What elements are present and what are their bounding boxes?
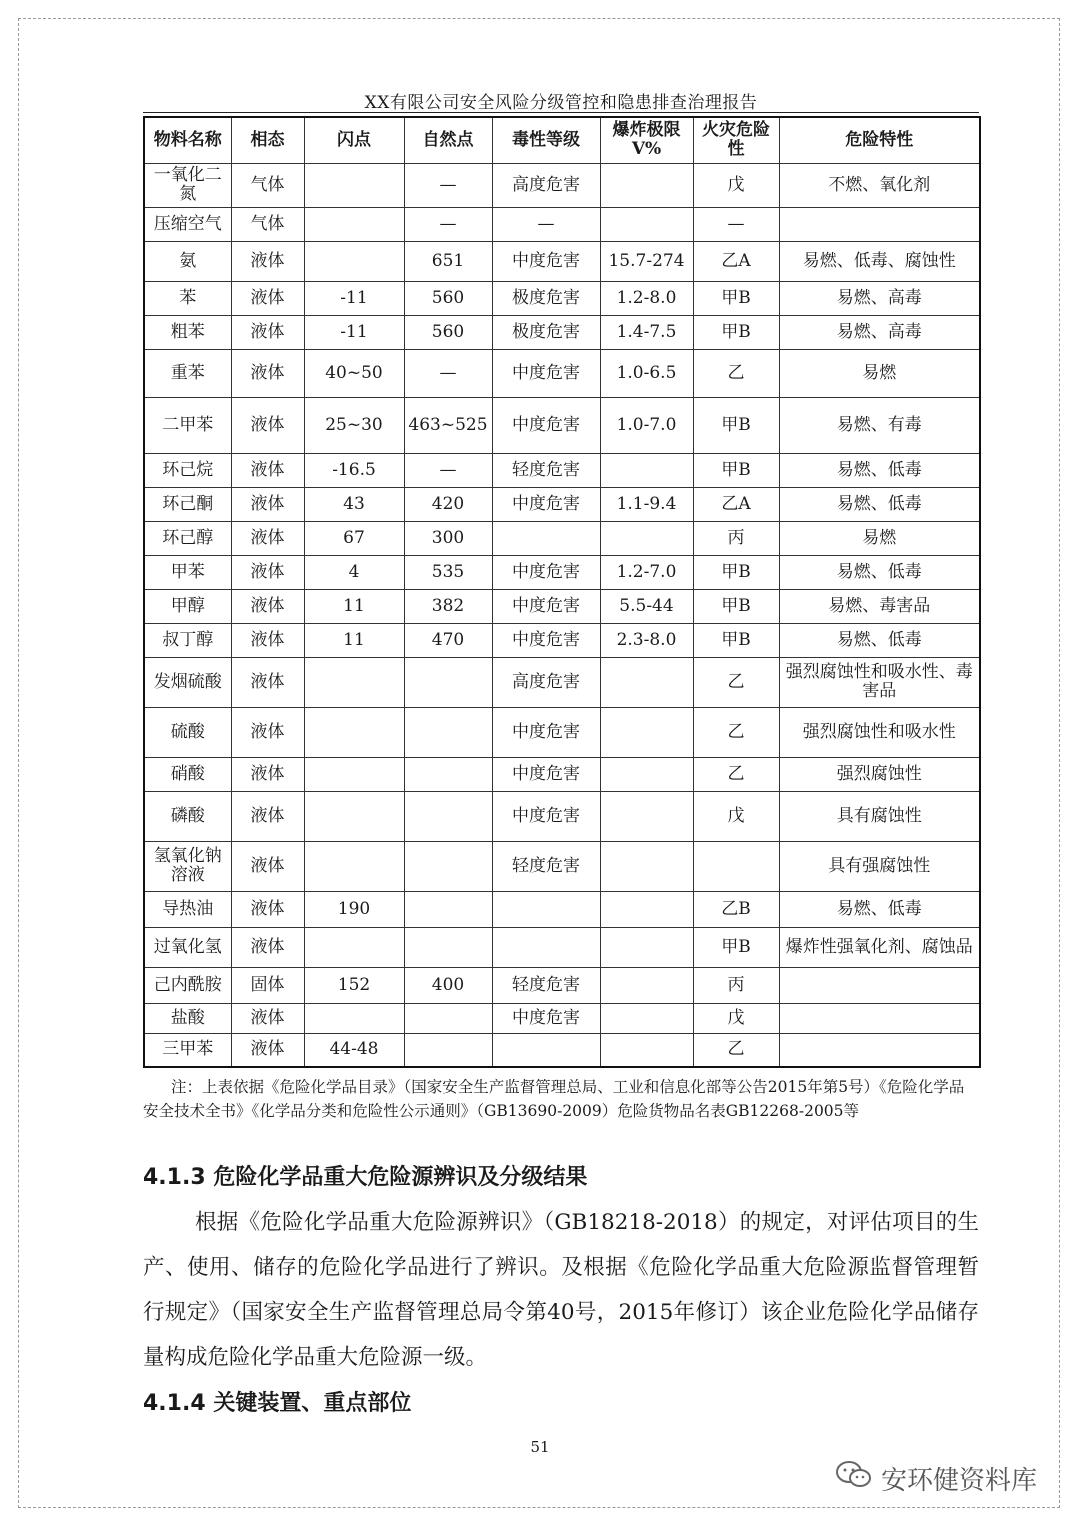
cell-name: 三甲苯: [144, 1033, 231, 1067]
cell-fire-hazard: 戊: [693, 163, 779, 207]
cell-phase: 液体: [231, 589, 304, 623]
cell-hazard-properties: 易燃、低毒: [779, 453, 980, 487]
cell-flash-point: 11: [304, 589, 404, 623]
cell-autoignition: 463~525: [404, 397, 492, 453]
chemicals-table: [143, 116, 981, 1068]
cell-name: 过氧化氢: [144, 927, 231, 967]
cell-autoignition: [404, 841, 492, 891]
cell-fire-hazard: 乙B: [693, 891, 779, 927]
cell-explosion-limit: 1.0-7.0: [600, 397, 693, 453]
cell-flash-point: [304, 841, 404, 891]
cell-hazard-properties: 不燃、氧化剂: [779, 163, 980, 207]
cell-explosion-limit: 15.7-274: [600, 241, 693, 281]
cell-explosion-limit: 1.0-6.5: [600, 349, 693, 397]
cell-phase: 液体: [231, 891, 304, 927]
table-row: [144, 207, 980, 241]
cell-toxicity: 极度危害: [492, 281, 600, 315]
cell-flash-point: 190: [304, 891, 404, 927]
cell-name: 发烟硫酸: [144, 657, 231, 707]
cell-hazard-properties: 具有强腐蚀性: [779, 841, 980, 891]
cell-hazard-properties: [779, 1033, 980, 1067]
cell-flash-point: -11: [304, 281, 404, 315]
cell-phase: 液体: [231, 281, 304, 315]
cell-fire-hazard: —: [693, 207, 779, 241]
cell-phase: 气体: [231, 207, 304, 241]
cell-flash-point: [304, 927, 404, 967]
cell-name: 己内酰胺: [144, 967, 231, 1003]
cell-toxicity: [492, 891, 600, 927]
col-header-name: 物料名称: [144, 117, 231, 163]
cell-phase: 液体: [231, 657, 304, 707]
col-header-autoignition: 自然点: [404, 117, 492, 163]
cell-fire-hazard: 乙: [693, 349, 779, 397]
cell-fire-hazard: 甲B: [693, 589, 779, 623]
cell-flash-point: 40~50: [304, 349, 404, 397]
cell-autoignition: 420: [404, 487, 492, 521]
cell-name: 甲醇: [144, 589, 231, 623]
section-title: 关键装置、重点部位: [213, 1391, 412, 1416]
cell-flash-point: 44-48: [304, 1033, 404, 1067]
cell-phase: 液体: [231, 315, 304, 349]
cell-hazard-properties: 易燃、低毒: [779, 623, 980, 657]
cell-autoignition: —: [404, 349, 492, 397]
cell-name: 环己烷: [144, 453, 231, 487]
table-row: [144, 555, 980, 589]
cell-hazard-properties: 易燃、高毒: [779, 281, 980, 315]
cell-autoignition: [404, 657, 492, 707]
cell-flash-point: [304, 1003, 404, 1033]
cell-autoignition: 300: [404, 521, 492, 555]
cell-fire-hazard: 甲B: [693, 315, 779, 349]
cell-flash-point: -16.5: [304, 453, 404, 487]
cell-phase: 液体: [231, 521, 304, 555]
table-row: [144, 163, 980, 207]
cell-flash-point: 43: [304, 487, 404, 521]
section-heading-4-1-3: [143, 1160, 587, 1191]
cell-flash-point: 4: [304, 555, 404, 589]
col-header-phase: 相态: [231, 117, 304, 163]
cell-explosion-limit: 2.3-8.0: [600, 623, 693, 657]
cell-fire-hazard: 丙: [693, 967, 779, 1003]
cell-phase: 液体: [231, 487, 304, 521]
cell-toxicity: 极度危害: [492, 315, 600, 349]
cell-toxicity: [492, 1033, 600, 1067]
cell-toxicity: —: [492, 207, 600, 241]
cell-explosion-limit: [600, 841, 693, 891]
col-header-hazard-properties: 危险特性: [779, 117, 980, 163]
cell-hazard-properties: 具有腐蚀性: [779, 791, 980, 841]
cell-autoignition: 382: [404, 589, 492, 623]
cell-name: 二甲苯: [144, 397, 231, 453]
cell-flash-point: [304, 163, 404, 207]
table-row: [144, 397, 980, 453]
page-header-title: XX有限公司安全风险分级管控和隐患排查治理报告: [364, 93, 758, 113]
cell-hazard-properties: 易燃: [779, 521, 980, 555]
cell-hazard-properties: 强烈腐蚀性和吸水性: [779, 707, 980, 757]
cell-toxicity: 中度危害: [492, 397, 600, 453]
cell-name: 重苯: [144, 349, 231, 397]
cell-autoignition: [404, 891, 492, 927]
section-heading-4-1-4: [143, 1386, 411, 1417]
cell-hazard-properties: 易燃、有毒: [779, 397, 980, 453]
cell-fire-hazard: [693, 841, 779, 891]
cell-toxicity: 中度危害: [492, 1003, 600, 1033]
table-row: [144, 927, 980, 967]
cell-name: 硝酸: [144, 757, 231, 791]
body-paragraph: 根据《危险化学品重大危险源辨识》（GB18218-2018）的规定，对评估项目的生产、使用、储存的危险化学品进行了辨识。及根据《危险化学品重大危险源监督管理暂行规定》（国家安全生产监督管理总局令第40号，2015年修订）该企业危险化学品储存量构成危险化学品重大危险源一级。: [143, 1210, 979, 1370]
cell-name: 环己酮: [144, 487, 231, 521]
section-title: 危险化学品重大危险源辨识及分级结果: [213, 1165, 588, 1190]
cell-explosion-limit: [600, 521, 693, 555]
cell-fire-hazard: 乙A: [693, 241, 779, 281]
cell-phase: 液体: [231, 241, 304, 281]
table-row: [144, 757, 980, 791]
cell-hazard-properties: 易燃、毒害品: [779, 589, 980, 623]
cell-toxicity: 中度危害: [492, 241, 600, 281]
cell-name: 硫酸: [144, 707, 231, 757]
cell-phase: 液体: [231, 791, 304, 841]
cell-fire-hazard: 乙A: [693, 487, 779, 521]
cell-explosion-limit: [600, 891, 693, 927]
col-header-explosion-limit: 爆炸极限V%: [600, 117, 693, 163]
col-header-fire-hazard: 火灾危险性: [693, 117, 779, 163]
cell-explosion-limit: [600, 707, 693, 757]
cell-autoignition: —: [404, 163, 492, 207]
cell-toxicity: 中度危害: [492, 589, 600, 623]
table-row: [144, 657, 980, 707]
cell-toxicity: 中度危害: [492, 757, 600, 791]
cell-flash-point: [304, 791, 404, 841]
cell-fire-hazard: 乙: [693, 707, 779, 757]
table-row: [144, 453, 980, 487]
cell-flash-point: 152: [304, 967, 404, 1003]
cell-flash-point: [304, 207, 404, 241]
cell-toxicity: 中度危害: [492, 487, 600, 521]
cell-flash-point: 25~30: [304, 397, 404, 453]
cell-fire-hazard: 甲B: [693, 927, 779, 967]
table-row: [144, 791, 980, 841]
table-header-row: [144, 117, 980, 163]
cell-flash-point: 67: [304, 521, 404, 555]
cell-toxicity: [492, 927, 600, 967]
cell-phase: 液体: [231, 555, 304, 589]
cell-autoignition: 470: [404, 623, 492, 657]
table-row: [144, 349, 980, 397]
watermark: [835, 1460, 1037, 1497]
cell-autoignition: 400: [404, 967, 492, 1003]
table-row: [144, 1003, 980, 1033]
cell-name: 氨: [144, 241, 231, 281]
cell-toxicity: [492, 521, 600, 555]
cell-phase: 液体: [231, 757, 304, 791]
cell-explosion-limit: [600, 927, 693, 967]
cell-explosion-limit: [600, 453, 693, 487]
cell-explosion-limit: [600, 967, 693, 1003]
cell-toxicity: 轻度危害: [492, 453, 600, 487]
table-row: [144, 521, 980, 555]
cell-autoignition: 560: [404, 315, 492, 349]
cell-flash-point: -11: [304, 315, 404, 349]
table-row: [144, 967, 980, 1003]
cell-toxicity: 中度危害: [492, 349, 600, 397]
cell-phase: 液体: [231, 397, 304, 453]
cell-fire-hazard: 甲B: [693, 623, 779, 657]
cell-name: 甲苯: [144, 555, 231, 589]
cell-flash-point: [304, 757, 404, 791]
cell-name: 氢氧化钠溶液: [144, 841, 231, 891]
cell-flash-point: 11: [304, 623, 404, 657]
cell-phase: 液体: [231, 927, 304, 967]
cell-hazard-properties: [779, 1003, 980, 1033]
cell-hazard-properties: 易燃、低毒: [779, 487, 980, 521]
section-number: 4.1.3: [143, 1165, 206, 1190]
section-number: 4.1.4: [143, 1391, 206, 1416]
cell-hazard-properties: 易燃、低毒: [779, 891, 980, 927]
cell-toxicity: 轻度危害: [492, 967, 600, 1003]
cell-explosion-limit: [600, 757, 693, 791]
table-row: [144, 623, 980, 657]
cell-toxicity: 高度危害: [492, 163, 600, 207]
cell-toxicity: 中度危害: [492, 555, 600, 589]
cell-name: 一氧化二氮: [144, 163, 231, 207]
cell-phase: 液体: [231, 623, 304, 657]
cell-explosion-limit: 1.2-7.0: [600, 555, 693, 589]
cell-hazard-properties: 易燃: [779, 349, 980, 397]
cell-autoignition: [404, 757, 492, 791]
cell-fire-hazard: 乙: [693, 1033, 779, 1067]
table-row: [144, 315, 980, 349]
cell-phase: 液体: [231, 453, 304, 487]
cell-autoignition: —: [404, 207, 492, 241]
cell-fire-hazard: 甲B: [693, 397, 779, 453]
cell-name: 磷酸: [144, 791, 231, 841]
cell-autoignition: [404, 707, 492, 757]
cell-flash-point: [304, 241, 404, 281]
cell-name: 环己醇: [144, 521, 231, 555]
cell-fire-hazard: 戊: [693, 791, 779, 841]
cell-name: 叔丁醇: [144, 623, 231, 657]
cell-name: 导热油: [144, 891, 231, 927]
cell-name: 压缩空气: [144, 207, 231, 241]
table-row: [144, 707, 980, 757]
cell-autoignition: 560: [404, 281, 492, 315]
cell-autoignition: [404, 927, 492, 967]
cell-phase: 液体: [231, 349, 304, 397]
cell-toxicity: 中度危害: [492, 623, 600, 657]
table-row: [144, 891, 980, 927]
cell-explosion-limit: [600, 207, 693, 241]
cell-flash-point: [304, 707, 404, 757]
table-row: [144, 1033, 980, 1067]
cell-toxicity: 高度危害: [492, 657, 600, 707]
cell-fire-hazard: 甲B: [693, 281, 779, 315]
cell-autoignition: [404, 791, 492, 841]
cell-phase: 固体: [231, 967, 304, 1003]
table-row: [144, 841, 980, 891]
cell-fire-hazard: 乙: [693, 757, 779, 791]
cell-phase: 液体: [231, 707, 304, 757]
cell-hazard-properties: 爆炸性强氧化剂、腐蚀品: [779, 927, 980, 967]
cell-fire-hazard: 戊: [693, 1003, 779, 1033]
cell-name: 盐酸: [144, 1003, 231, 1033]
table-row: [144, 487, 980, 521]
cell-explosion-limit: [600, 1033, 693, 1067]
cell-name: 苯: [144, 281, 231, 315]
cell-hazard-properties: 强烈腐蚀性: [779, 757, 980, 791]
col-header-flash-point: 闪点: [304, 117, 404, 163]
cell-name: 粗苯: [144, 315, 231, 349]
cell-explosion-limit: 5.5-44: [600, 589, 693, 623]
cell-hazard-properties: 易燃、低毒: [779, 555, 980, 589]
cell-phase: 液体: [231, 1003, 304, 1033]
cell-fire-hazard: 甲B: [693, 453, 779, 487]
cell-phase: 液体: [231, 841, 304, 891]
cell-hazard-properties: 强烈腐蚀性和吸水性、毒害品: [779, 657, 980, 707]
cell-phase: 气体: [231, 163, 304, 207]
cell-hazard-properties: [779, 207, 980, 241]
cell-fire-hazard: 丙: [693, 521, 779, 555]
cell-autoignition: [404, 1003, 492, 1033]
wechat-icon: [835, 1460, 873, 1497]
cell-explosion-limit: [600, 163, 693, 207]
cell-toxicity: 中度危害: [492, 791, 600, 841]
cell-autoignition: —: [404, 453, 492, 487]
cell-toxicity: 轻度危害: [492, 841, 600, 891]
cell-autoignition: [404, 1033, 492, 1067]
col-header-toxicity: 毒性等级: [492, 117, 600, 163]
cell-toxicity: 中度危害: [492, 707, 600, 757]
cell-explosion-limit: [600, 791, 693, 841]
table-row: [144, 241, 980, 281]
page-number: 51: [530, 1438, 550, 1456]
cell-fire-hazard: 乙: [693, 657, 779, 707]
watermark-text: 安环健资料库: [881, 1466, 1038, 1496]
table-row: [144, 589, 980, 623]
cell-flash-point: [304, 657, 404, 707]
cell-explosion-limit: 1.4-7.5: [600, 315, 693, 349]
cell-hazard-properties: [779, 967, 980, 1003]
header-rule: [143, 112, 979, 113]
cell-hazard-properties: 易燃、低毒、腐蚀性: [779, 241, 980, 281]
cell-autoignition: 651: [404, 241, 492, 281]
table-row: [144, 281, 980, 315]
cell-explosion-limit: 1.2-8.0: [600, 281, 693, 315]
cell-hazard-properties: 易燃、高毒: [779, 315, 980, 349]
cell-explosion-limit: [600, 657, 693, 707]
cell-fire-hazard: 甲B: [693, 555, 779, 589]
cell-explosion-limit: 1.1-9.4: [600, 487, 693, 521]
table-note: 注：上表依据《危险化学品目录》（国家安全生产监督管理总局、工业和信息化部等公告2015年第5号）《危险化学品安全技术全书》《化学品分类和危险性公示通则》（GB13690-2009）危险货物品名表GB12268-2005等: [143, 1078, 965, 1120]
cell-autoignition: 535: [404, 555, 492, 589]
cell-explosion-limit: [600, 1003, 693, 1033]
cell-phase: 液体: [231, 1033, 304, 1067]
